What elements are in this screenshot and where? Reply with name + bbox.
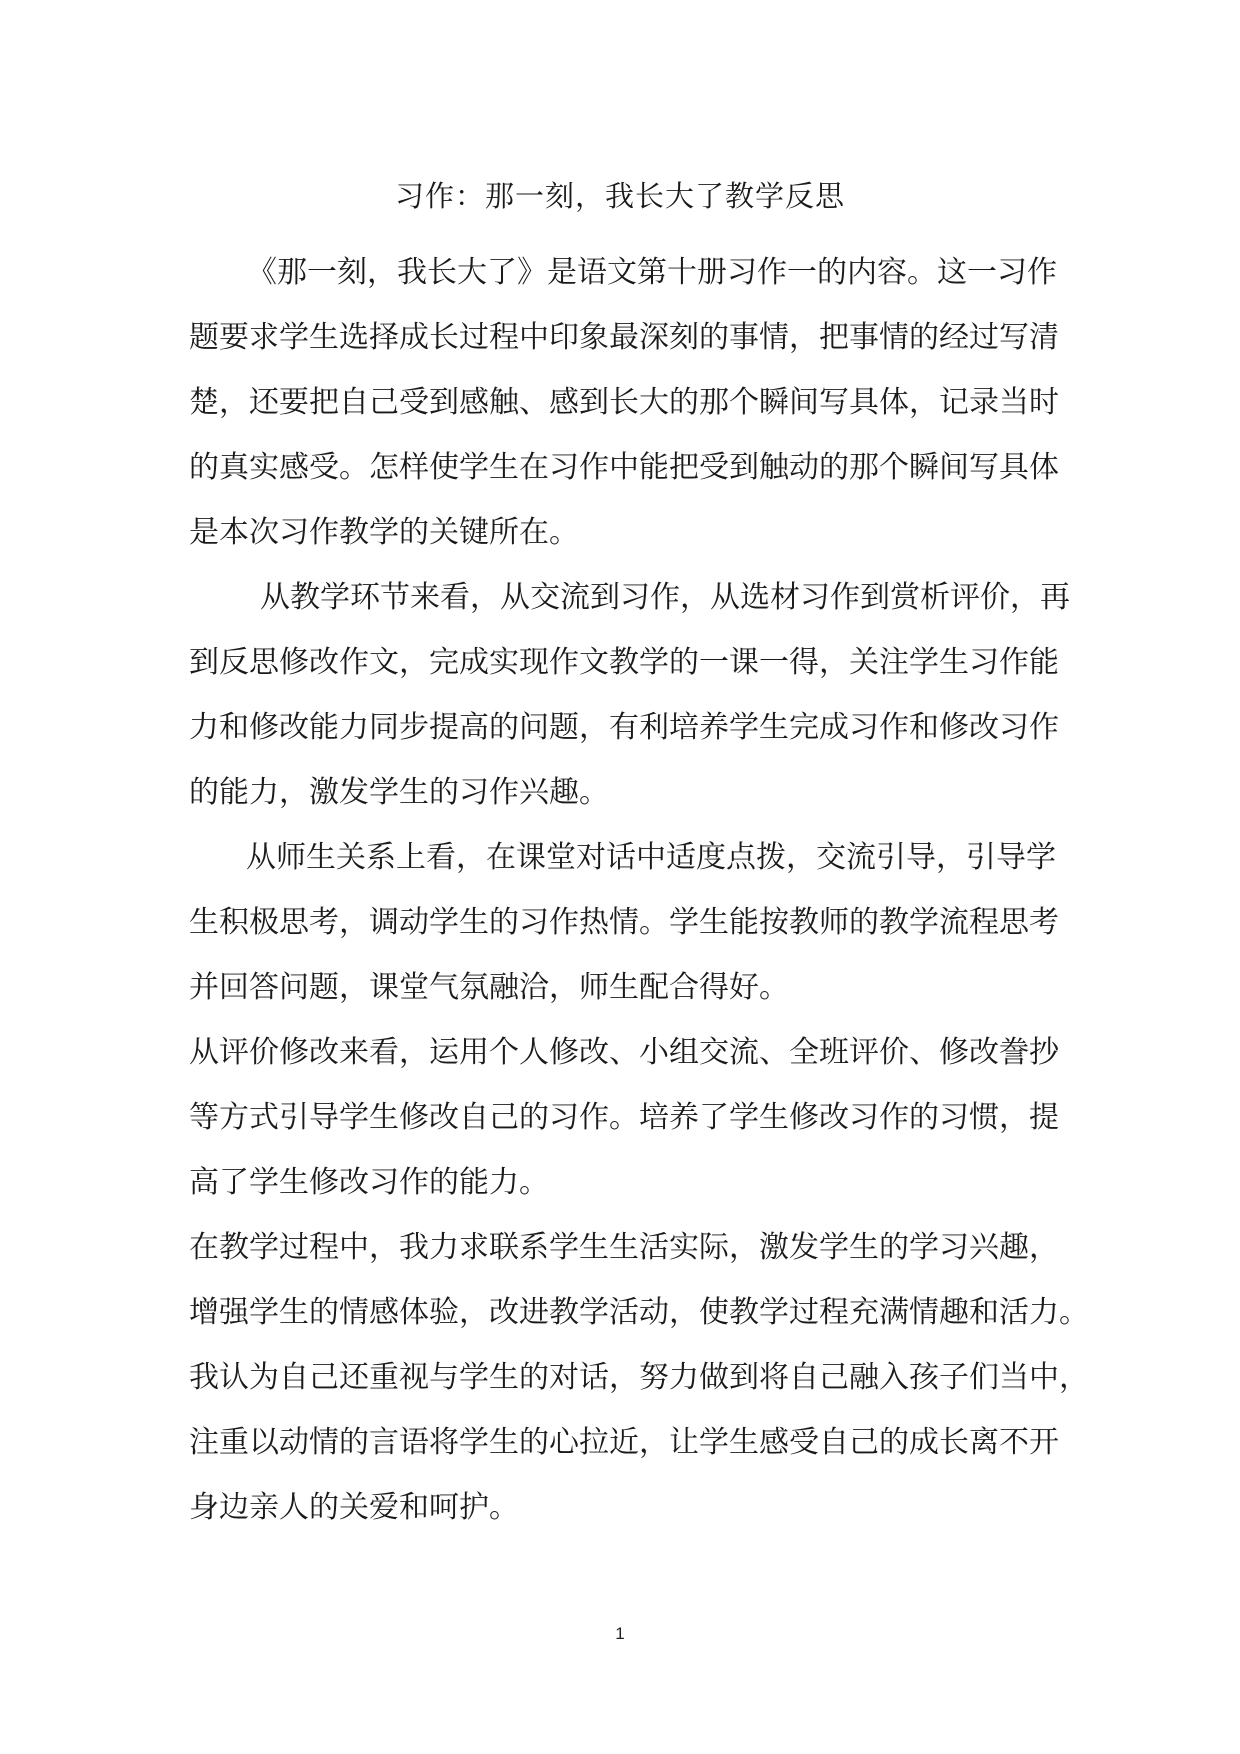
paragraph-line: 到反思修改作文，完成实现作文教学的一课一得，关注学生习作能 [189, 645, 1059, 680]
paragraph-line: 从教学环节来看，从交流到习作，从选材习作到赏析评价，再 [260, 580, 1070, 615]
paragraph-4 [189, 1020, 1069, 1215]
paragraph-line: 增强学生的情感体验，改进教学活动，使教学过程充满情趣和活力。 [189, 1295, 1089, 1330]
paragraph-line: 等方式引导学生修改自己的习作。培养了学生修改习作的习惯，提 [189, 1100, 1059, 1135]
paragraph-line: 身边亲人的关爱和呵护。 [189, 1490, 519, 1525]
paragraph-line: 是本次习作教学的关键所在。 [189, 515, 579, 550]
document-body [189, 240, 1089, 1540]
paragraph-line: 从评价修改来看，运用个人修改、小组交流、全班评价、修改誊抄 [189, 1035, 1059, 1070]
document-title: 习作：那一刻，我长大了教学反思 [394, 179, 845, 213]
paragraph-line: 题要求学生选择成长过程中印象最深刻的事情，把事情的经过写清 [189, 320, 1059, 355]
paragraph-line: 的能力，激发学生的习作兴趣。 [189, 775, 609, 810]
paragraph-line: 的真实感受。怎样使学生在习作中能把受到触动的那个瞬间写具体 [189, 450, 1059, 485]
paragraph-1 [189, 240, 1069, 565]
paragraph-line: 力和修改能力同步提高的问题，有利培养学生完成习作和修改习作 [189, 710, 1059, 745]
paragraph-line: 楚，还要把自己受到感触、感到长大的那个瞬间写具体，记录当时 [189, 385, 1059, 420]
paragraph-3 [189, 825, 1069, 1020]
paragraph-line: 生积极思考，调动学生的习作热情。学生能按教师的教学流程思考 [189, 905, 1059, 940]
paragraph-line: 我认为自己还重视与学生的对话，努力做到将自己融入孩子们当中， [189, 1360, 1089, 1395]
paragraph-line: 从师生关系上看，在课堂对话中适度点拨，交流引导，引导学 [246, 840, 1056, 875]
paragraph-line: 注重以动情的言语将学生的心拉近，让学生感受自己的成长离不开 [189, 1425, 1059, 1460]
paragraph-line: 高了学生修改习作的能力。 [189, 1165, 549, 1200]
paragraph-2 [189, 565, 1069, 825]
paragraph-line: 《那一刻，我长大了》是语文第十册习作一的内容。这一习作 [247, 255, 1057, 290]
paragraph-line: 并回答问题，课堂气氛融洽，师生配合得好。 [189, 970, 789, 1005]
paragraph-5 [189, 1215, 1089, 1540]
paragraph-line: 在教学过程中，我力求联系学生生活实际，激发学生的学习兴趣， [189, 1230, 1059, 1265]
page-number: 1 [615, 1624, 625, 1643]
